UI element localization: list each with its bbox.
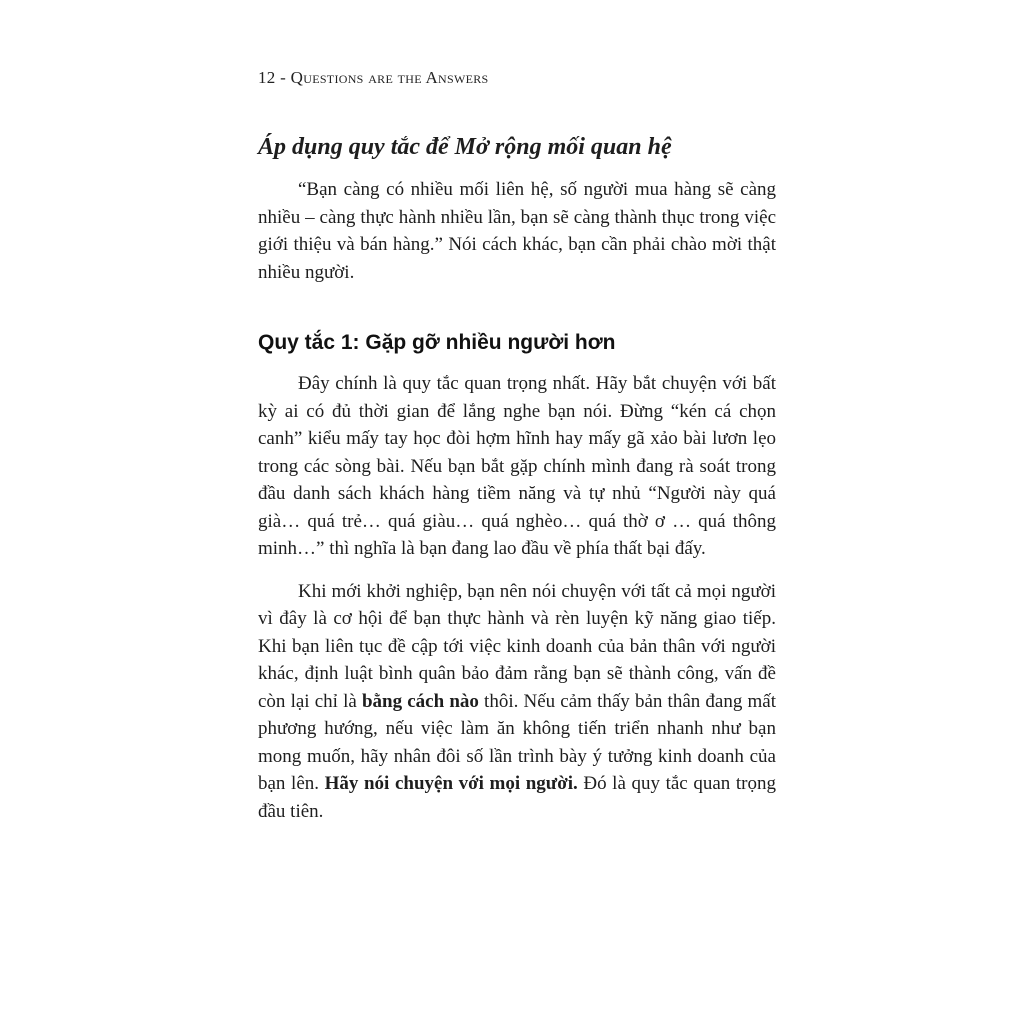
rule-1-paragraph-1: Đây chính là quy tắc quan trọng nhất. Hãy bắt chuyện với bất kỳ ai có đủ thời gian để lắng nghe bạn nói. Đừng “kén cá chọn canh” kiểu mấy tay học đòi hợm hĩnh hay mấy gã xảo bài lươn lẹo trong các sòng bài. Nếu bạn bắt gặp chính mình đang rà soát trong đầu danh sách khách hàng tiềm năng và tự nhủ “Người này quá già… quá trẻ… quá giàu… quá nghèo… quá thờ ơ … quá thông minh…” thì nghĩa là bạn đang lao đầu về phía thất bại đấy.	[258, 373, 776, 559]
emphasis-text: bằng cách nào	[361, 690, 479, 712]
rule-1-heading: Quy tắc 1: Gặp gỡ nhiều người hơn	[258, 331, 616, 354]
paragraph-text: thôi. Nếu cảm thấy bản thân đang mất phương hướng, nếu việc làm ăn không tiến triển nhanh như bạn mong muốn, hãy nhân đôi số lần trình bày ý tưởng kinh doanh của bạn lên.	[258, 690, 776, 794]
section-title: Áp dụng quy tắc để Mở rộng mối quan hệ	[258, 134, 672, 160]
intro-paragraph: “Bạn càng có nhiều mối liên hệ, số người mua hàng sẽ càng nhiều – càng thực hành nhiều lần, bạn sẽ càng thành thục trong việc giới thiệu và bán hàng.” Nói cách khác, bạn cần phải chào mời thật nhiều người.	[258, 179, 776, 283]
paragraph-text: Đó là quy tắc quan trọng đầu tiên.	[258, 773, 776, 822]
rule-1-paragraph-2	[258, 578, 776, 826]
running-head: 12 - Questions are the Answers	[258, 68, 489, 87]
emphasis-text: Hãy nói chuyện với mọi người.	[324, 773, 578, 794]
page-content	[258, 130, 776, 825]
paragraph-text: Khi mới khởi nghiệp, bạn nên nói chuyện với tất cả mọi người vì đây là cơ hội để bạn thực hành và rèn luyện kỹ năng giao tiếp. Khi bạn liên tục đề cập tới việc kinh doanh của bản thân với người khác, định luật bình quân bảo đảm rằng bạn sẽ thành công, vấn đề còn lại chỉ là	[258, 580, 776, 712]
